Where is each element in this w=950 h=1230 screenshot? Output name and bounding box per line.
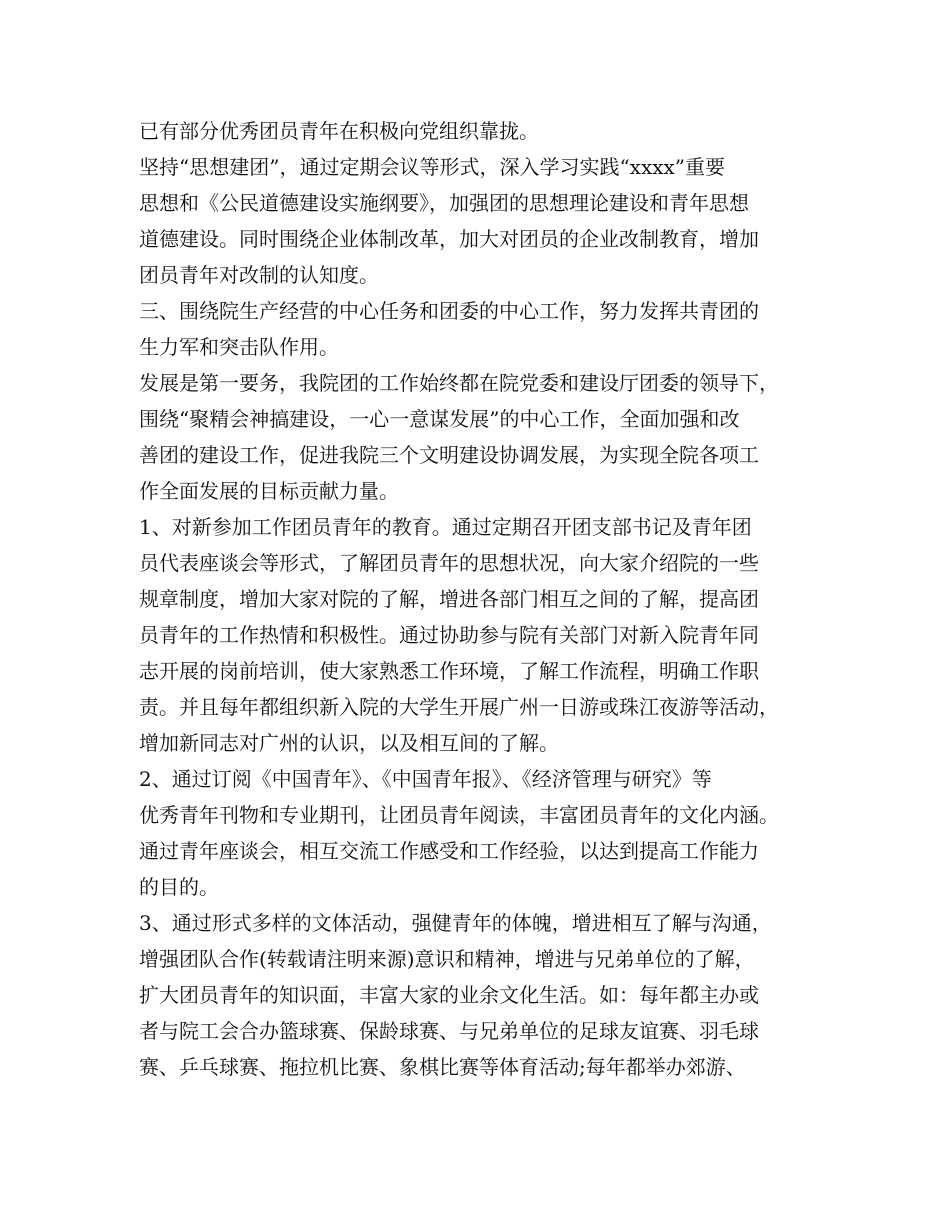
text-line: 增强团队合作(转载请注明来源)意识和精神，增进与兄弟单位的了解， xyxy=(139,947,755,971)
text-line: 三、围绕院生产经营的中心任务和团委的中心工作，努力发挥共青团的 xyxy=(139,299,759,323)
text-line: 3、通过形式多样的文体活动，强健青年的体魄，增进相互了解与沟通， xyxy=(139,911,772,935)
text-line: 坚持“思想建团”，通过定期会议等形式，深入学习实践“xxxx”重要 xyxy=(139,155,726,179)
text-line: 增加新同志对广州的认识，以及相互间的了解。 xyxy=(139,731,559,755)
text-line: 思想和《公民道德建设实施纲要》，加强团的思想理论建设和青年思想 xyxy=(139,191,749,215)
text-line: 志开展的岗前培训，使大家熟悉工作环境，了解工作流程，明确工作职 xyxy=(139,659,759,683)
text-line: 优秀青年刊物和专业期刊，让团员青年阅读，丰富团员青年的文化内涵。 xyxy=(139,803,779,827)
text-line: 责。并且每年都组织新入院的大学生开展广州一日游或珠江夜游等活动， xyxy=(139,695,779,719)
text-line: 作全面发展的目标贡献力量。 xyxy=(139,479,399,503)
text-line: 1、对新参加工作团员青年的教育。通过定期召开团支部书记及青年团 xyxy=(139,515,752,539)
text-line: 赛、乒乓球赛、拖拉机比赛、象棋比赛等体育活动;每年都举办郊游、 xyxy=(139,1055,746,1079)
text-line: 已有部分优秀团员青年在积极向党组织靠拢。 xyxy=(139,119,539,143)
text-line: 善团的建设工作，促进我院三个文明建设协调发展，为实现全院各项工 xyxy=(139,443,759,467)
text-line: 围绕“聚精会神搞建设，一心一意谋发展”的中心工作，全面加强和改 xyxy=(139,407,740,431)
text-line: 道德建设。同时围绕企业体制改革，加大对团员的企业改制教育，增加 xyxy=(139,227,759,251)
text-line: 生力军和突击队作用。 xyxy=(139,335,339,359)
text-line: 员青年的工作热情和积极性。通过协助参与院有关部门对新入院青年同 xyxy=(139,623,759,647)
document-body xyxy=(139,113,829,1085)
text-line: 发展是第一要务，我院团的工作始终都在院党委和建设厅团委的领导下， xyxy=(139,371,779,395)
text-line: 团员青年对改制的认知度。 xyxy=(139,263,379,287)
text-line: 通过青年座谈会，相互交流工作感受和工作经验，以达到提高工作能力 xyxy=(139,839,759,863)
text-line: 规章制度，增加大家对院的了解，增进各部门相互之间的了解，提高团 xyxy=(139,587,759,611)
text-line: 扩大团员青年的知识面，丰富大家的业余文化生活。如：每年都主办或 xyxy=(139,983,759,1007)
text-line: 的目的。 xyxy=(139,875,219,899)
text-line: 2、通过订阅《中国青年》、《中国青年报》、《经济管理与研究》等 xyxy=(139,767,712,791)
text-line: 员代表座谈会等形式，了解团员青年的思想状况，向大家介绍院的一些 xyxy=(139,551,759,575)
text-line: 者与院工会合办篮球赛、保龄球赛、与兄弟单位的足球友谊赛、羽毛球 xyxy=(139,1019,759,1043)
